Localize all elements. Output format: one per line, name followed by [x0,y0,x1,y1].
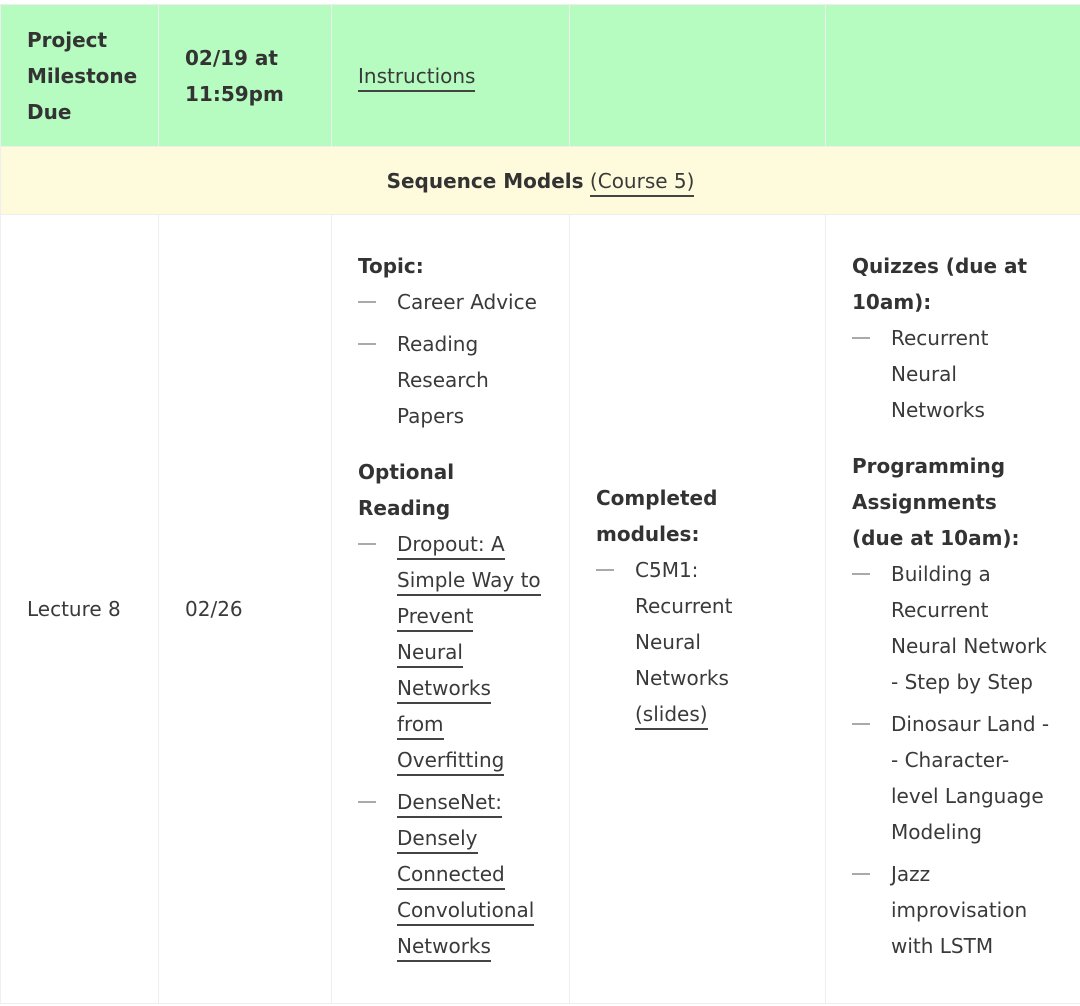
densenet-paper-link[interactable]: DenseNet: Densely Connected Convolutional Networks [397,790,534,962]
topic-block [358,248,543,434]
programming-block [852,448,1054,964]
list-item [358,784,543,964]
completed-modules-label: Completed modules: [596,486,718,546]
list-item: Building a Recurrent Neural Network - Step by Step [852,556,1054,700]
dropout-paper-link[interactable]: Dropout: A Simple Way to Prevent Neural Networks from Overfitting [397,532,541,776]
milestone-empty-cell [570,5,826,147]
topic-list [358,284,543,434]
module-list [596,552,799,732]
quiz-list [852,320,1054,428]
optional-reading-label: Optional Reading [358,460,455,520]
lecture-assignments-cell [826,215,1080,1004]
quizzes-block [852,248,1054,428]
lecture-date: 02/26 [159,215,332,1004]
list-item: Reading Research Papers [358,326,543,434]
milestone-empty-cell-2 [826,5,1080,147]
lecture-topics-cell [332,215,570,1004]
instructions-link[interactable]: Instructions [358,64,475,92]
schedule-table [0,4,1080,1004]
list-item: Recurrent Neural Networks [852,320,1054,428]
reading-list [358,526,543,964]
list-item [358,526,543,778]
section-header-row [1,147,1080,215]
list-item: Career Advice [358,284,543,320]
course-link[interactable]: (Course 5) [590,169,695,197]
topic-label: Topic: [358,254,424,278]
module-text: C5M1: Recurrent Neural Networks [635,558,733,690]
list-item: Dinosaur Land -- Character-level Language Modeling [852,706,1054,850]
optional-reading-block [358,454,543,964]
milestone-row [1,5,1080,147]
lecture-row [1,215,1080,1004]
assignment-list [852,556,1054,964]
milestone-date: 02/19 at 11:59pm [159,5,332,147]
slides-link[interactable]: (slides) [635,702,708,730]
list-item: Jazz improvisation with LSTM [852,856,1054,964]
programming-label: Programming Assignments (due at 10am): [852,454,1020,550]
section-header [1,147,1080,215]
milestone-links-cell [332,5,570,147]
lecture-modules-cell [570,215,826,1004]
quizzes-label: Quizzes (due at 10am): [852,254,1028,314]
milestone-title: Project Milestone Due [1,5,159,147]
section-title: Sequence Models [386,168,584,193]
list-item [596,552,799,732]
lecture-name: Lecture 8 [1,215,159,1004]
